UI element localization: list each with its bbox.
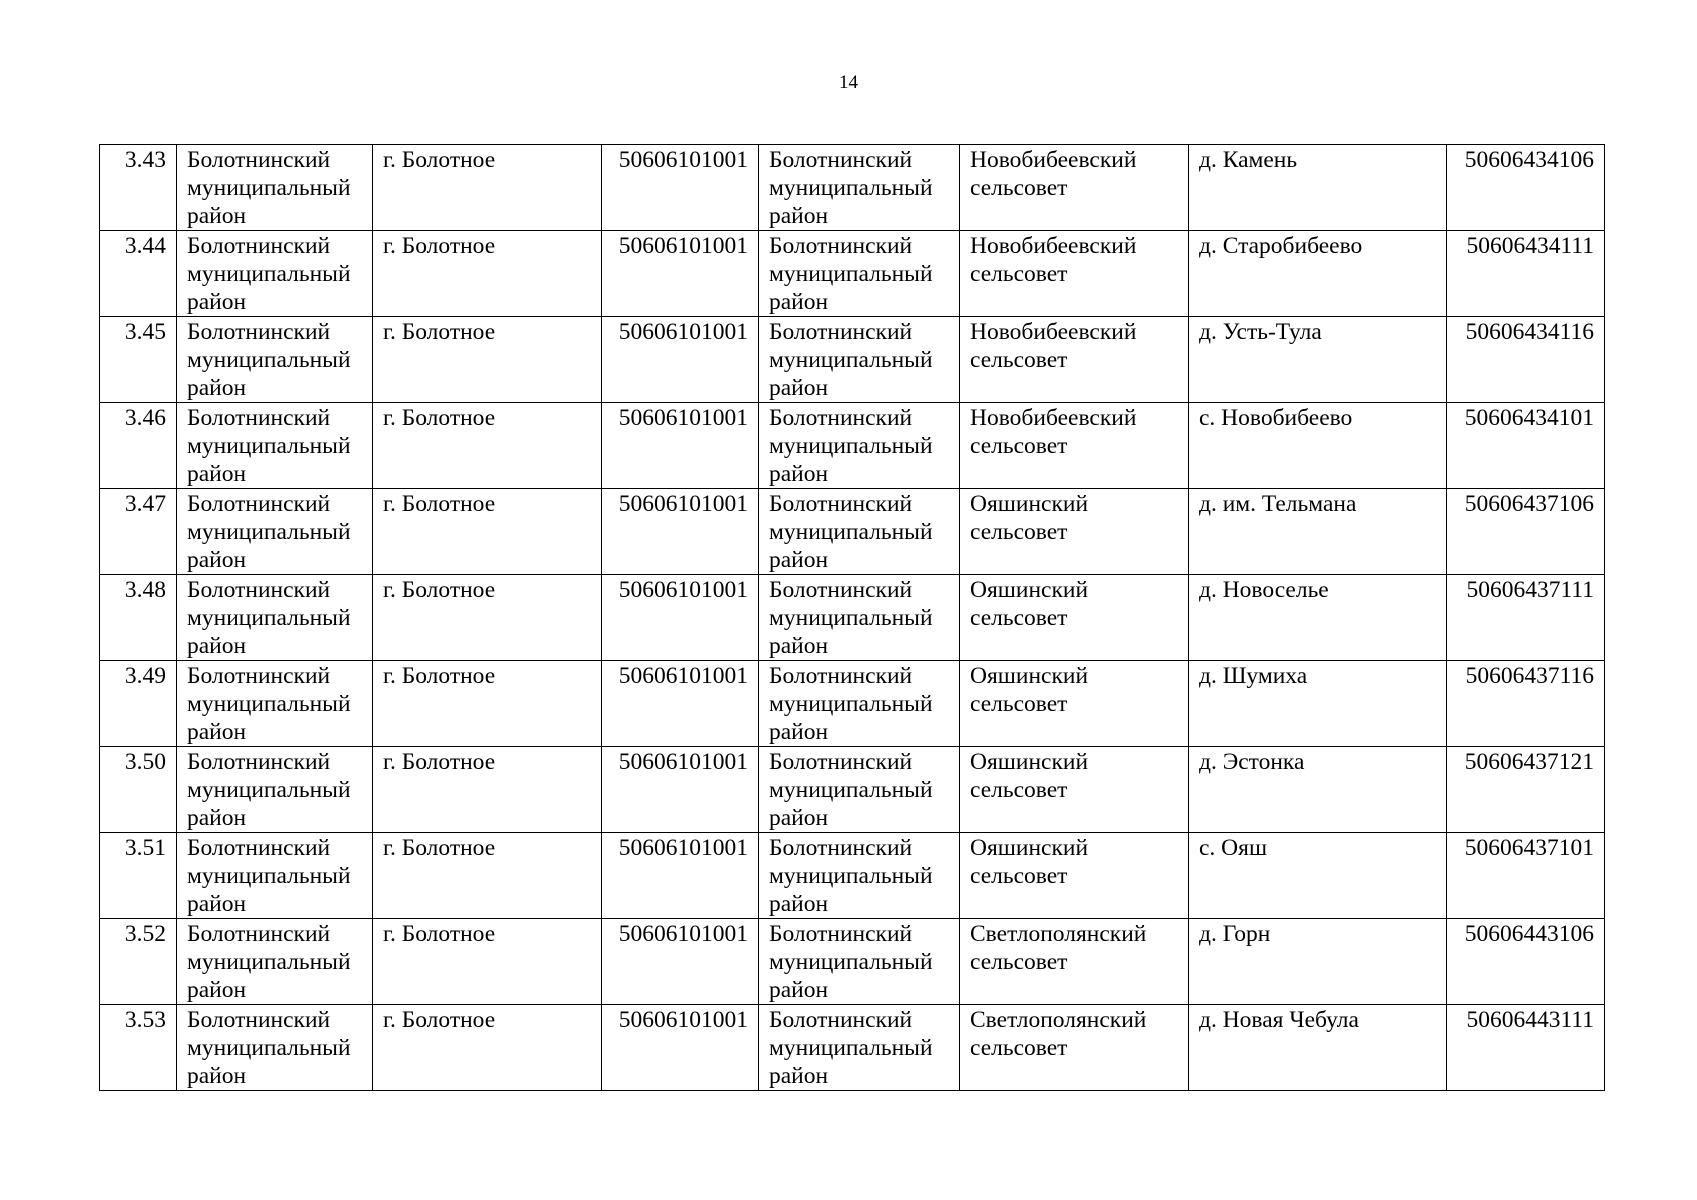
oktmo-cell: 50606434111 xyxy=(1447,231,1605,317)
settlement-cell: с. Ояш xyxy=(1189,833,1447,919)
district-cell: Болотнинский муниципальный район xyxy=(177,403,373,489)
center-code-cell: 50606101001 xyxy=(602,231,759,317)
oktmo-cell: 50606434101 xyxy=(1447,403,1605,489)
center-cell: г. Болотное xyxy=(373,231,602,317)
table-row xyxy=(100,489,1605,575)
district-cell: Болотнинский муниципальный район xyxy=(177,833,373,919)
row-number: 3.44 xyxy=(100,231,177,317)
table-row xyxy=(100,747,1605,833)
council-cell: Новобибеевский сельсовет xyxy=(960,231,1189,317)
row-number: 3.52 xyxy=(100,919,177,1005)
settlement-cell: с. Новобибеево xyxy=(1189,403,1447,489)
council-cell: Светлополянский сельсовет xyxy=(960,1005,1189,1091)
row-number: 3.53 xyxy=(100,1005,177,1091)
center-code-cell: 50606101001 xyxy=(602,1005,759,1091)
center-code-cell: 50606101001 xyxy=(602,661,759,747)
council-cell: Ояшинский сельсовет xyxy=(960,575,1189,661)
settlement-cell: д. Камень xyxy=(1189,145,1447,231)
oktmo-cell: 50606437121 xyxy=(1447,747,1605,833)
center-cell: г. Болотное xyxy=(373,919,602,1005)
district2-cell: Болотнинский муниципальный район xyxy=(759,747,960,833)
center-cell: г. Болотное xyxy=(373,575,602,661)
oktmo-cell: 50606443111 xyxy=(1447,1005,1605,1091)
oktmo-cell: 50606443106 xyxy=(1447,919,1605,1005)
settlements-table xyxy=(99,144,1605,1091)
oktmo-cell: 50606434106 xyxy=(1447,145,1605,231)
district2-cell: Болотнинский муниципальный район xyxy=(759,1005,960,1091)
district2-cell: Болотнинский муниципальный район xyxy=(759,575,960,661)
center-cell: г. Болотное xyxy=(373,317,602,403)
table-row xyxy=(100,575,1605,661)
district2-cell: Болотнинский муниципальный район xyxy=(759,489,960,575)
council-cell: Новобибеевский сельсовет xyxy=(960,317,1189,403)
center-code-cell: 50606101001 xyxy=(602,833,759,919)
center-cell: г. Болотное xyxy=(373,747,602,833)
district-cell: Болотнинский муниципальный район xyxy=(177,661,373,747)
district2-cell: Болотнинский муниципальный район xyxy=(759,833,960,919)
council-cell: Ояшинский сельсовет xyxy=(960,747,1189,833)
district2-cell: Болотнинский муниципальный район xyxy=(759,919,960,1005)
district2-cell: Болотнинский муниципальный район xyxy=(759,317,960,403)
row-number: 3.48 xyxy=(100,575,177,661)
settlement-cell: д. Новоселье xyxy=(1189,575,1447,661)
center-code-cell: 50606101001 xyxy=(602,489,759,575)
settlement-cell: д. Шумиха xyxy=(1189,661,1447,747)
settlement-cell: д. Усть-Тула xyxy=(1189,317,1447,403)
center-code-cell: 50606101001 xyxy=(602,317,759,403)
row-number: 3.47 xyxy=(100,489,177,575)
settlement-cell: д. Горн xyxy=(1189,919,1447,1005)
council-cell: Ояшинский сельсовет xyxy=(960,489,1189,575)
table-row xyxy=(100,661,1605,747)
oktmo-cell: 50606437116 xyxy=(1447,661,1605,747)
page-number: 14 xyxy=(839,72,858,93)
settlement-cell: д. Старобибеево xyxy=(1189,231,1447,317)
center-code-cell: 50606101001 xyxy=(602,919,759,1005)
oktmo-cell: 50606437106 xyxy=(1447,489,1605,575)
table-row xyxy=(100,145,1605,231)
oktmo-cell: 50606437101 xyxy=(1447,833,1605,919)
district-cell: Болотнинский муниципальный район xyxy=(177,231,373,317)
center-cell: г. Болотное xyxy=(373,1005,602,1091)
district-cell: Болотнинский муниципальный район xyxy=(177,575,373,661)
row-number: 3.45 xyxy=(100,317,177,403)
row-number: 3.50 xyxy=(100,747,177,833)
table-row xyxy=(100,231,1605,317)
row-number: 3.46 xyxy=(100,403,177,489)
council-cell: Светлополянский сельсовет xyxy=(960,919,1189,1005)
table-row xyxy=(100,919,1605,1005)
table-row xyxy=(100,317,1605,403)
district-cell: Болотнинский муниципальный район xyxy=(177,489,373,575)
table-row xyxy=(100,833,1605,919)
council-cell: Новобибеевский сельсовет xyxy=(960,403,1189,489)
row-number: 3.49 xyxy=(100,661,177,747)
council-cell: Ояшинский сельсовет xyxy=(960,833,1189,919)
center-cell: г. Болотное xyxy=(373,661,602,747)
district-cell: Болотнинский муниципальный район xyxy=(177,919,373,1005)
center-code-cell: 50606101001 xyxy=(602,403,759,489)
table-row xyxy=(100,1005,1605,1091)
district2-cell: Болотнинский муниципальный район xyxy=(759,231,960,317)
oktmo-cell: 50606437111 xyxy=(1447,575,1605,661)
row-number: 3.51 xyxy=(100,833,177,919)
district2-cell: Болотнинский муниципальный район xyxy=(759,145,960,231)
council-cell: Ояшинский сельсовет xyxy=(960,661,1189,747)
district2-cell: Болотнинский муниципальный район xyxy=(759,403,960,489)
district2-cell: Болотнинский муниципальный район xyxy=(759,661,960,747)
district-cell: Болотнинский муниципальный район xyxy=(177,317,373,403)
table-row xyxy=(100,403,1605,489)
settlement-cell: д. им. Тельмана xyxy=(1189,489,1447,575)
center-code-cell: 50606101001 xyxy=(602,575,759,661)
settlement-cell: д. Эстонка xyxy=(1189,747,1447,833)
settlement-cell: д. Новая Чебула xyxy=(1189,1005,1447,1091)
district-cell: Болотнинский муниципальный район xyxy=(177,747,373,833)
district-cell: Болотнинский муниципальный район xyxy=(177,145,373,231)
council-cell: Новобибеевский сельсовет xyxy=(960,145,1189,231)
row-number: 3.43 xyxy=(100,145,177,231)
center-code-cell: 50606101001 xyxy=(602,747,759,833)
center-cell: г. Болотное xyxy=(373,833,602,919)
center-cell: г. Болотное xyxy=(373,403,602,489)
center-code-cell: 50606101001 xyxy=(602,145,759,231)
center-cell: г. Болотное xyxy=(373,145,602,231)
center-cell: г. Болотное xyxy=(373,489,602,575)
district-cell: Болотнинский муниципальный район xyxy=(177,1005,373,1091)
oktmo-cell: 50606434116 xyxy=(1447,317,1605,403)
